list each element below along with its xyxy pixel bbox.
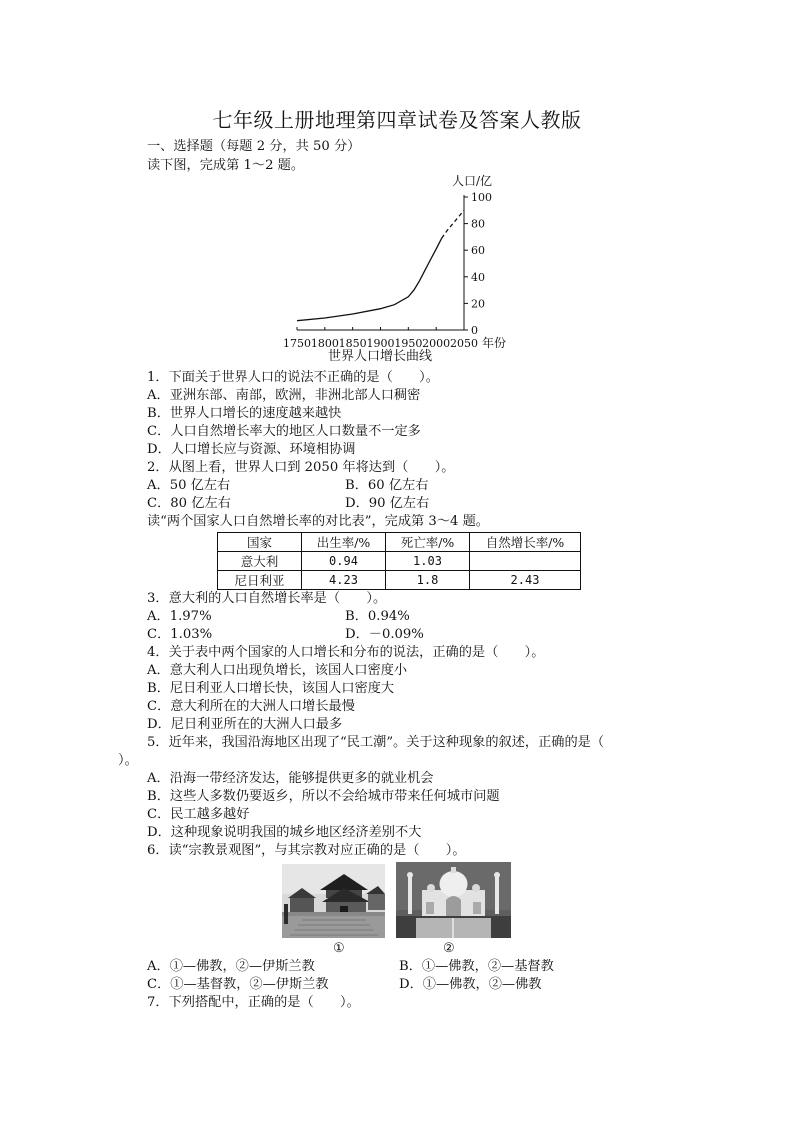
y-tick-label: 100 xyxy=(471,191,492,204)
table-cell: 尼日利亚 xyxy=(218,571,302,590)
series-line-dashed xyxy=(442,210,464,238)
page-title: 七年级上册地理第四章试卷及答案人教版 xyxy=(212,108,582,132)
rates-table xyxy=(217,532,581,590)
q2-option-a: A．50 亿左右 xyxy=(147,478,231,493)
population-chart xyxy=(280,170,520,362)
table-cell: 意大利 xyxy=(218,552,302,571)
q2-option-d: D．90 亿左右 xyxy=(345,496,430,511)
table-cell: 1.03 xyxy=(386,552,470,571)
q5-option-c: C．民工越多越好 xyxy=(147,807,250,822)
table-cell: 1.8 xyxy=(386,571,470,590)
q4-option-b: B．尼日利亚人口增长快，该国人口密度大 xyxy=(147,681,395,696)
chart-title: 世界人口增长曲线 xyxy=(327,349,433,362)
q4-stem: 4．关于表中两个国家的人口增长和分布的说法，正确的是（ ）。 xyxy=(147,645,545,660)
intro-q3-4: 读“两个国家人口自然增长率的对比表”，完成第 3～4 题。 xyxy=(147,514,489,529)
y-axis-label: 人口/亿 xyxy=(451,174,493,188)
q1-option-d: D．人口增长应与资源、环境相协调 xyxy=(147,442,356,457)
x-tick-label: 1950 xyxy=(394,337,423,350)
q7-stem: 7．下列搭配中，正确的是（ ）。 xyxy=(147,995,360,1010)
q6-option-d: D．①—佛教，②—佛教 xyxy=(399,977,542,992)
x-tick-label: 2050 xyxy=(450,337,478,350)
q5-option-a: A．沿海一带经济发达，能够提供更多的就业机会 xyxy=(147,771,434,786)
photo-caption-2: ② xyxy=(443,941,455,956)
table-row xyxy=(218,552,581,571)
q3-option-b: B．0.94% xyxy=(345,609,410,624)
table-cell: 0.94 xyxy=(302,552,386,571)
x-tick-label: 1750 xyxy=(283,337,311,350)
q4-option-d: D．尼日利亚所在的大洲人口最多 xyxy=(147,717,343,732)
table-cell xyxy=(470,552,581,571)
q4-option-a: A．意大利人口出现负增长，该国人口密度小 xyxy=(147,663,408,678)
q5-option-b: B．这些人多数仍要返乡，所以不会给城市带来任何城市问题 xyxy=(147,789,500,804)
q6-option-c: C．①—基督教，②—伊斯兰教 xyxy=(147,977,329,992)
temple-photo xyxy=(282,864,385,938)
y-tick-label: 60 xyxy=(471,244,485,258)
mosque-photo xyxy=(396,862,511,938)
series-line-solid xyxy=(297,238,442,321)
table-cell: 2.43 xyxy=(470,571,581,590)
x-tick-label: 1850 xyxy=(338,337,367,350)
table-row xyxy=(218,571,581,590)
q5-option-d: D．这种现象说明我国的城乡地区经济差别不大 xyxy=(147,825,422,840)
q3-option-a: A．1.97% xyxy=(147,609,212,624)
q1-option-c: C．人口自然增长率大的地区人口数量不一定多 xyxy=(147,424,421,439)
table-header-cell: 国家 xyxy=(218,533,302,552)
q4-option-c: C．意大利所在的大洲人口增长最慢 xyxy=(147,699,355,714)
q3-option-d: D．－0.09% xyxy=(345,627,424,642)
y-tick-label: 0 xyxy=(471,324,478,337)
q6-option-a: A．①—佛教，②—伊斯兰教 xyxy=(147,959,315,974)
q3-stem: 3．意大利的人口自然增长率是（ ）。 xyxy=(147,591,387,606)
y-tick-label: 20 xyxy=(471,297,485,311)
q2-option-c: C．80 亿左右 xyxy=(147,496,231,511)
x-tick-label: 2000 xyxy=(422,337,451,350)
q3-option-c: C．1.03% xyxy=(147,627,213,642)
photo-caption-1: ① xyxy=(333,941,345,956)
y-tick-label: 40 xyxy=(471,270,485,284)
q6-option-b: B．①—佛教，②—基督教 xyxy=(399,959,554,974)
q1-stem: 1．下面关于世界人口的说法不正确的是（ ）。 xyxy=(147,370,439,385)
x-tick-label: 1800 xyxy=(310,337,339,350)
q5-stem: 5．近年来，我国沿海地区出现了“民工潮”。关于这种现象的叙述，正确的是（ xyxy=(147,735,605,750)
table-cell: 4.23 xyxy=(302,571,386,590)
q2-option-b: B．60 亿左右 xyxy=(345,478,429,493)
q2-stem: 2．从图上看，世界人口到 2050 年将达到（ ）。 xyxy=(147,460,455,475)
x-tick-label: 1900 xyxy=(366,337,395,350)
table-header-cell: 死亡率/% xyxy=(386,533,470,552)
x-axis-label: 年份 xyxy=(481,336,507,350)
q1-option-a: A．亚洲东部、南部，欧洲，非洲北部人口稠密 xyxy=(147,388,421,403)
table-header-row xyxy=(218,533,581,552)
q1-option-b: B．世界人口增长的速度越来越快 xyxy=(147,406,342,421)
table-header-cell: 自然增长率/% xyxy=(470,533,581,552)
q5-stem-end: ）。 xyxy=(118,753,138,768)
y-tick-label: 80 xyxy=(471,217,485,231)
intro-q1-2: 读下图，完成第 1～2 题。 xyxy=(147,158,305,173)
table-header-cell: 出生率/% xyxy=(302,533,386,552)
section-heading: 一、选择题（每题 2 分，共 50 分） xyxy=(147,139,361,154)
q6-stem: 6．读“宗教景观图”，与其宗教对应正确的是（ ）。 xyxy=(147,843,466,858)
